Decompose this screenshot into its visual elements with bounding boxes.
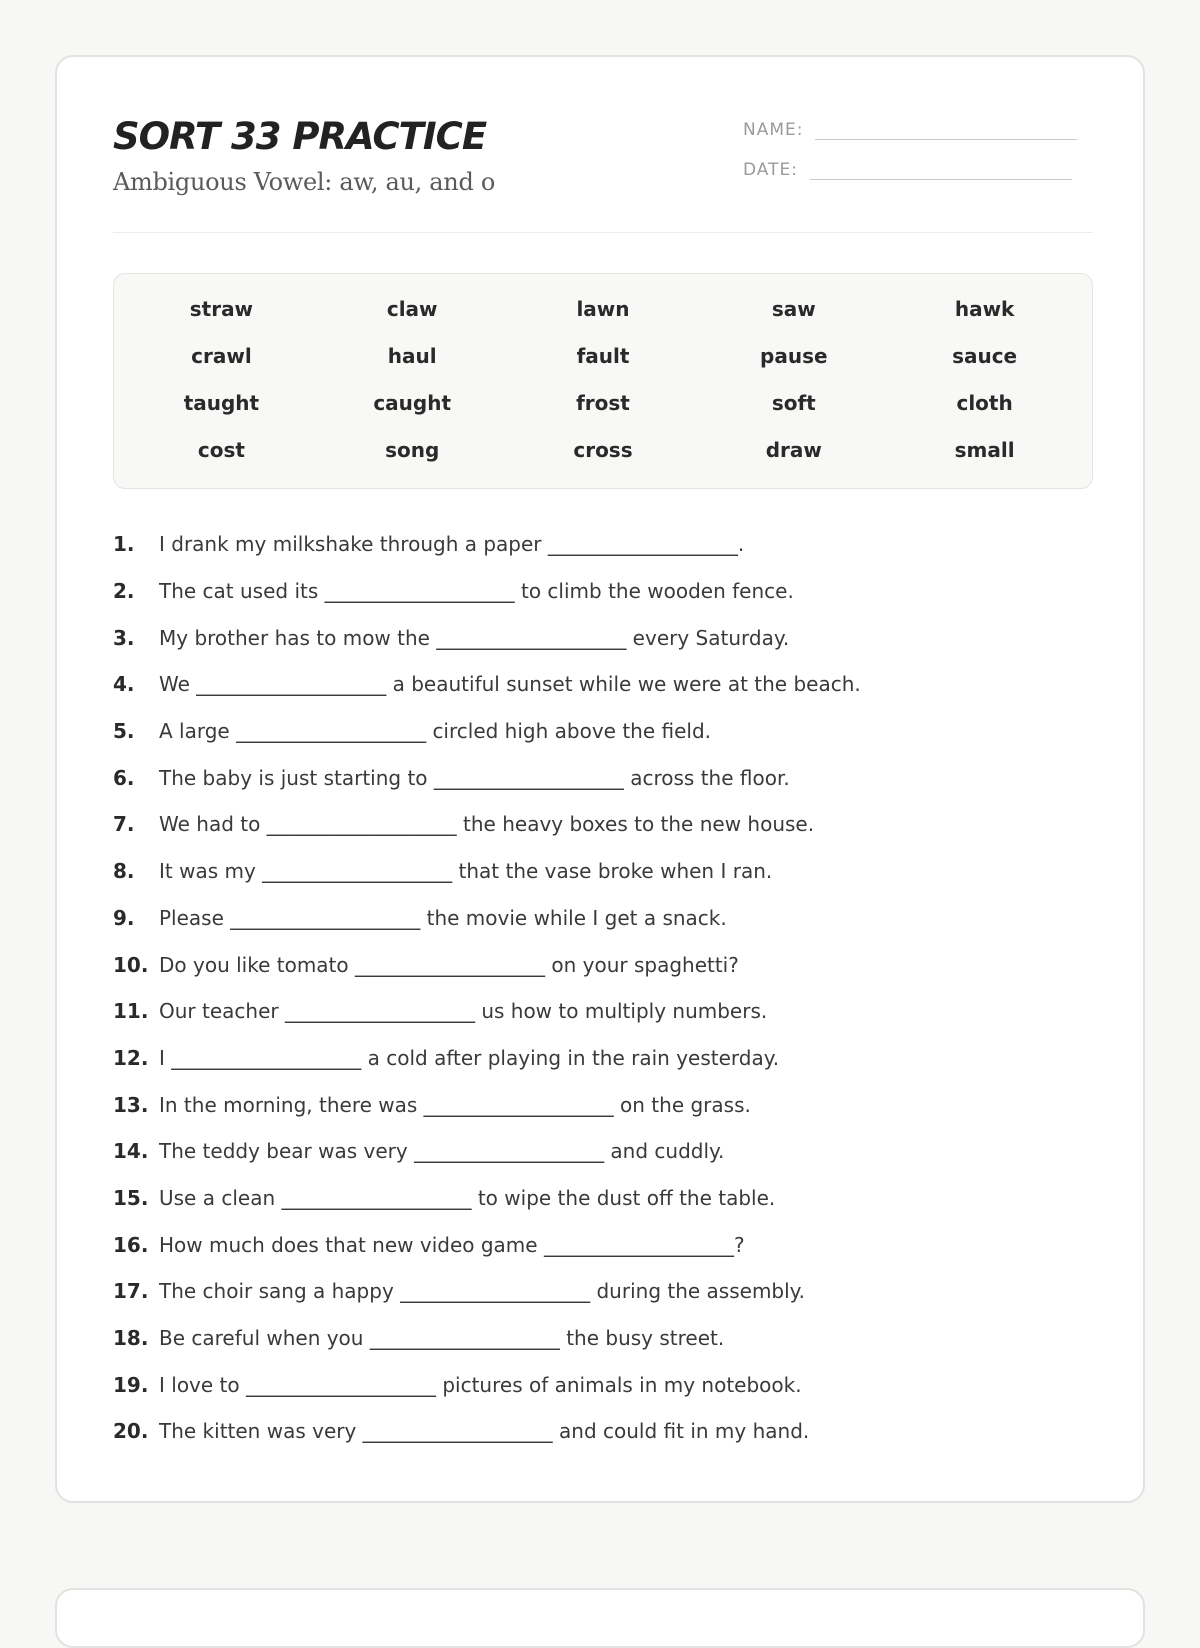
- word-bank-item: draw: [765, 438, 822, 462]
- question-number: 16.: [113, 1232, 149, 1257]
- question-number: 4.: [113, 672, 135, 697]
- question-item: [113, 801, 861, 848]
- question-item: [113, 1315, 861, 1362]
- word-bank-item: cross: [573, 438, 633, 462]
- question-item: [113, 1221, 861, 1268]
- question-text: In the morning, there was ___________________ on the grass.: [159, 1092, 751, 1117]
- worksheet-title: SORT 33 PRACTICE: [113, 115, 487, 158]
- question-text: Be careful when you ___________________ the busy street.: [159, 1326, 725, 1351]
- question-number: 11.: [113, 999, 149, 1024]
- question-text: The choir sang a happy ___________________ during the assembly.: [159, 1279, 806, 1304]
- question-item: [113, 1361, 861, 1408]
- worksheet-page: [55, 55, 1145, 1503]
- word-bank-item: crawl: [191, 344, 252, 368]
- question-text: I love to ___________________ pictures of animals in my notebook.: [159, 1372, 802, 1397]
- question-number: 9.: [113, 905, 135, 930]
- word-bank-item: claw: [386, 297, 438, 321]
- question-item: [113, 1175, 861, 1222]
- word-bank-item: hawk: [954, 297, 1015, 321]
- question-number: 20.: [113, 1419, 149, 1444]
- question-number: 14.: [113, 1139, 149, 1164]
- question-text: The teddy bear was very ___________________ and cuddly.: [159, 1139, 725, 1164]
- word-bank-item: small: [954, 438, 1015, 462]
- word-bank-item: pause: [760, 344, 828, 368]
- date-field: [743, 159, 1072, 180]
- question-text: I drank my milkshake through a paper ___________________.: [159, 532, 745, 557]
- question-text: Our teacher ___________________ us how to multiply numbers.: [159, 999, 768, 1024]
- question-number: 13.: [113, 1092, 149, 1117]
- question-number: 8.: [113, 859, 135, 884]
- word-bank-item: saw: [771, 297, 816, 321]
- word-bank-item: sauce: [952, 344, 1018, 368]
- question-number: 15.: [113, 1185, 149, 1210]
- question-text: Please ___________________ the movie while I get a snack.: [159, 905, 727, 930]
- word-bank-item: lawn: [576, 297, 630, 321]
- question-number: 17.: [113, 1279, 149, 1304]
- question-item: [113, 708, 861, 755]
- word-bank-item: song: [385, 438, 440, 462]
- question-number: 12.: [113, 1045, 149, 1070]
- question-item: [113, 614, 861, 661]
- word-bank-item: taught: [183, 391, 260, 415]
- question-text: The baby is just starting to ___________________ across the floor.: [159, 765, 790, 790]
- word-bank: [113, 273, 1093, 489]
- question-item: [113, 754, 861, 801]
- question-item: [113, 661, 861, 708]
- question-text: We ___________________ a beautiful sunset while we were at the beach.: [159, 672, 861, 697]
- question-text: My brother has to mow the ___________________ every Saturday.: [159, 625, 790, 650]
- question-item: [113, 941, 861, 988]
- question-item: [113, 1408, 861, 1455]
- question-item: [113, 848, 861, 895]
- question-item: [113, 568, 861, 615]
- next-worksheet-page: [55, 1588, 1145, 1648]
- name-label: NAME:: [743, 120, 804, 140]
- question-number: 10.: [113, 952, 149, 977]
- question-number: 7.: [113, 812, 135, 837]
- question-text: A large ___________________ circled high above the field.: [159, 719, 712, 744]
- question-text: Use a clean ___________________ to wipe the dust off the table.: [159, 1185, 776, 1210]
- name-line[interactable]: [815, 119, 1077, 140]
- question-item: [113, 1035, 861, 1082]
- word-bank-item: soft: [771, 391, 816, 415]
- word-bank-item: fault: [576, 344, 630, 368]
- question-item: [113, 1081, 861, 1128]
- question-number: 3.: [113, 625, 135, 650]
- header-divider: [113, 232, 1093, 233]
- word-bank-item: frost: [576, 391, 630, 415]
- word-bank-item: haul: [387, 344, 437, 368]
- word-bank-item: straw: [189, 297, 254, 321]
- question-number: 18.: [113, 1326, 149, 1351]
- question-text: The cat used its ___________________ to climb the wooden fence.: [159, 579, 794, 604]
- date-label: DATE:: [743, 160, 798, 180]
- word-bank-item: cloth: [956, 391, 1013, 415]
- word-bank-item: cost: [197, 438, 245, 462]
- date-line[interactable]: [810, 159, 1072, 180]
- question-number: 19.: [113, 1372, 149, 1397]
- question-number: 5.: [113, 719, 135, 744]
- question-item: [113, 1268, 861, 1315]
- question-item: [113, 521, 861, 568]
- question-text: Do you like tomato ___________________ on your spaghetti?: [159, 952, 739, 977]
- question-text: The kitten was very ___________________ and could fit in my hand.: [159, 1419, 810, 1444]
- question-text: It was my ___________________ that the vase broke when I ran.: [159, 859, 773, 884]
- question-item: [113, 988, 861, 1035]
- question-number: 6.: [113, 765, 135, 790]
- question-list: [113, 521, 861, 1455]
- worksheet-subtitle: Ambiguous Vowel: aw, au, and o: [113, 168, 496, 196]
- question-number: 2.: [113, 579, 135, 604]
- name-field: [743, 119, 1077, 140]
- word-bank-item: caught: [373, 391, 452, 415]
- question-item: [113, 1128, 861, 1175]
- question-text: I ___________________ a cold after playing in the rain yesterday.: [159, 1045, 780, 1070]
- question-number: 1.: [113, 532, 135, 557]
- question-item: [113, 895, 861, 942]
- question-text: How much does that new video game ___________________?: [159, 1232, 745, 1257]
- question-text: We had to ___________________ the heavy boxes to the new house.: [159, 812, 815, 837]
